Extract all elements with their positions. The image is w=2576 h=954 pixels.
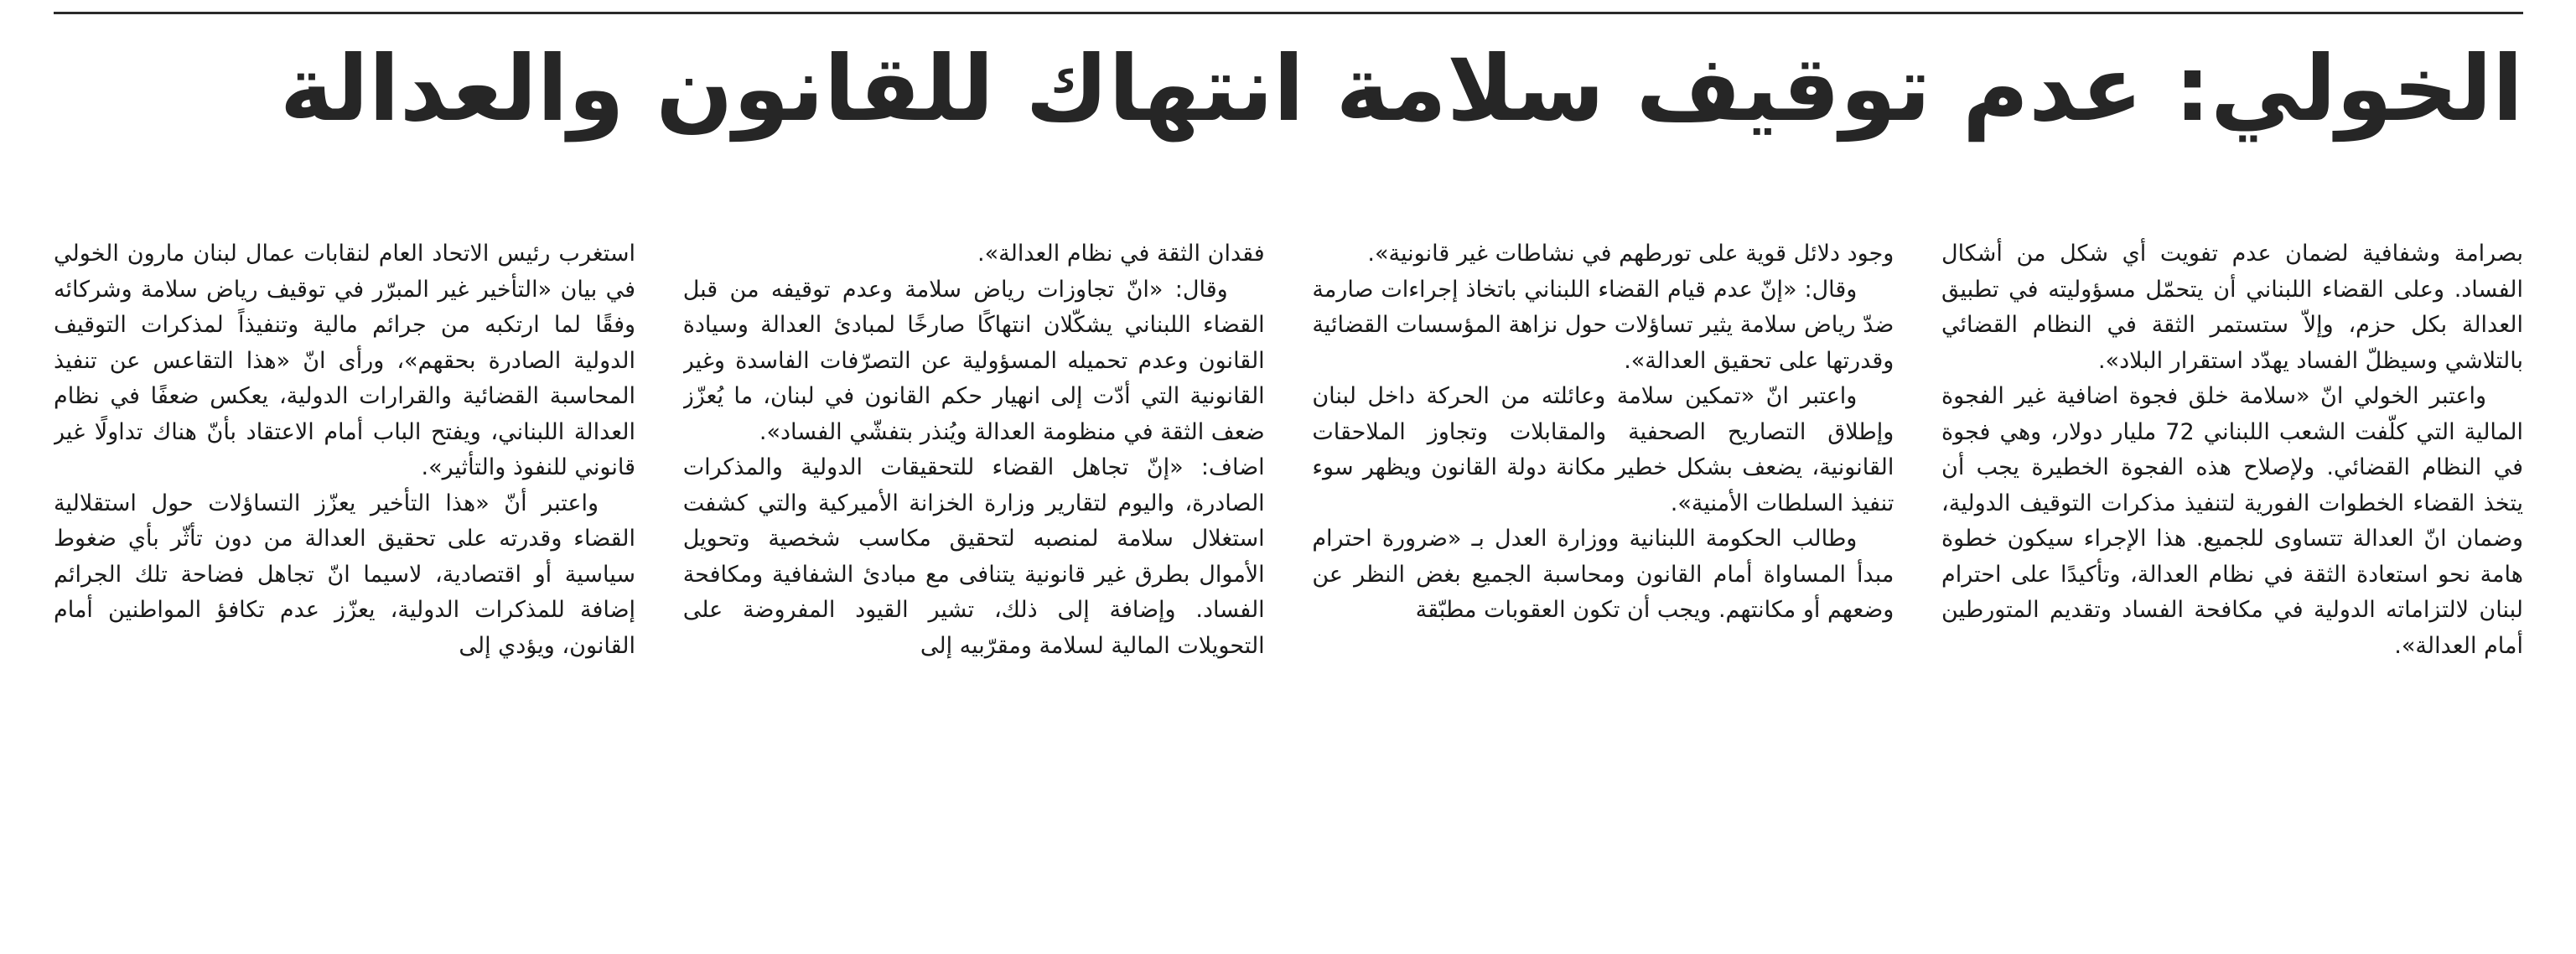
paragraph: بصرامة وشفافية لضمان عدم تفويت أي شكل من أشكال الفساد. وعلى القضاء اللبناني أن يتحمّل مسؤوليته في تطبيق العدالة بكل حزم، وإلاّ ستستمر الثقة في النظام القضائي بالتلاشي وسيظلّ الفساد يهدّد استقرار البلاد». [1941, 241, 2523, 374]
paragraph: وجود دلائل قوية على تورطهم في نشاطات غير قانونية». [1367, 241, 1894, 267]
article-body [54, 236, 2523, 907]
column-2 [683, 236, 1265, 907]
column-3 [1312, 236, 1894, 907]
paragraph: استغرب رئيس الاتحاد العام لنقابات عمال لبنان مارون الخولي في بيان «التأخير غير المبرّر في توقيف رياض سلامة وشركائه وفقًا لما ارتكبه من جرائم مالية وتنفيذاً لمذكرات التوقيف الدولية الصادرة بحقهم»، ورأى انّ «هذا التقاعس عن تنفيذ المحاسبة القضائية والقرارات الدولية، يعكس ضعفًا في نظام العدالة اللبناني، ويفتح الباب أمام الاعتقاد بأنّ هناك تداولًا غير قانوني للنفوذ والتأثير». [54, 241, 636, 480]
paragraph: وقال: «انّ تجاوزات رياض سلامة وعدم توقيفه من قبل القضاء اللبناني يشكّلان انتهاكًا صارخًا لمبادئ العدالة وسيادة القانون وعدم تحميله المسؤولية عن التصرّفات الفاسدة وغير القانونية التي أدّت إلى انهيار حكم القانون في لبنان، ما يُعزّز ضعف الثقة في منظومة العدالة ويُنذر بتفشّي الفساد». [682, 276, 1265, 445]
paragraph: واعتبر الخولي انّ «سلامة خلق فجوة اضافية غير الفجوة المالية التي كلّفت الشعب اللبناني 72 مليار دولار، وهي فجوة في النظام القضائي. ولإصلاح هذه الفجوة الخطيرة يجب أن يتخذ القضاء الخطوات الفورية لتنفيذ مذكرات التوقيف الدولية، وضمان انّ العدالة تتساوى للجميع. هذا الإجراء سيكون خطوة هامة نحو استعادة الثقة في نظام العدالة، وتأكيدًا على احترام لبنان لالتزاماته الدولية في مكافحة الفساد وتقديم المتورطين أمام العدالة». [1941, 383, 2523, 659]
paragraph: اضاف: «إنّ تجاهل القضاء للتحقيقات الدولية والمذكرات الصادرة، واليوم لتقارير وزارة الخزانة الأميركية والتي كشفت استغلال سلامة لمنصبه لتحقيق مكاسب شخصية وتحويل الأموال بطرق غير قانونية يتنافى مع مبادئ الشفافية ومكافحة الفساد. وإضافة إلى ذلك، تشير القيود المفروضة على التحويلات المالية لسلامة ومقرّبيه إلى [682, 454, 1265, 659]
column-4 [1941, 236, 2523, 907]
paragraph: فقدان الثقة في نظام العدالة». [977, 241, 1265, 267]
paragraph: وطالب الحكومة اللبنانية ووزارة العدل بـ «ضرورة احترام مبدأ المساواة أمام القانون ومحاسبة الجميع بغض النظر عن وضعهم أو مكانتهم. ويجب أن تكون العقوبات مطبّقة [1312, 526, 1894, 623]
paragraph: واعتبر أنّ «هذا التأخير يعزّز التساؤلات حول استقلالية القضاء وقدرته على تحقيق العدالة من دون تأثّر بأي ضغوط سياسية أو اقتصادية، لاسيما انّ تجاهل فضاحة تلك الجرائم إضافة للمذكرات الدولية، يعزّز عدم تكافؤ المواطنين أمام القانون، ويؤدي إلى [54, 490, 636, 659]
paragraph: وقال: «إنّ عدم قيام القضاء اللبناني باتخاذ إجراءات صارمة ضدّ رياض سلامة يثير تساؤلات حول نزاهة المؤسسات القضائية وقدرتها على تحقيق العدالة». [1312, 276, 1894, 374]
top-rule [54, 12, 2523, 14]
column-1 [54, 236, 635, 907]
paragraph: واعتبر انّ «تمكين سلامة وعائلته من الحركة داخل لبنان وإطلاق التصاريح الصحفية والمقابلات وتجاوز الملاحقات القانونية، يضعف بشكل خطير مكانة دولة القانون ويظهر سوء تنفيذ السلطات الأمنية». [1312, 383, 1894, 516]
headline: الخولي: عدم توقيف سلامة انتهاك للقانون والعدالة [279, 37, 2523, 142]
